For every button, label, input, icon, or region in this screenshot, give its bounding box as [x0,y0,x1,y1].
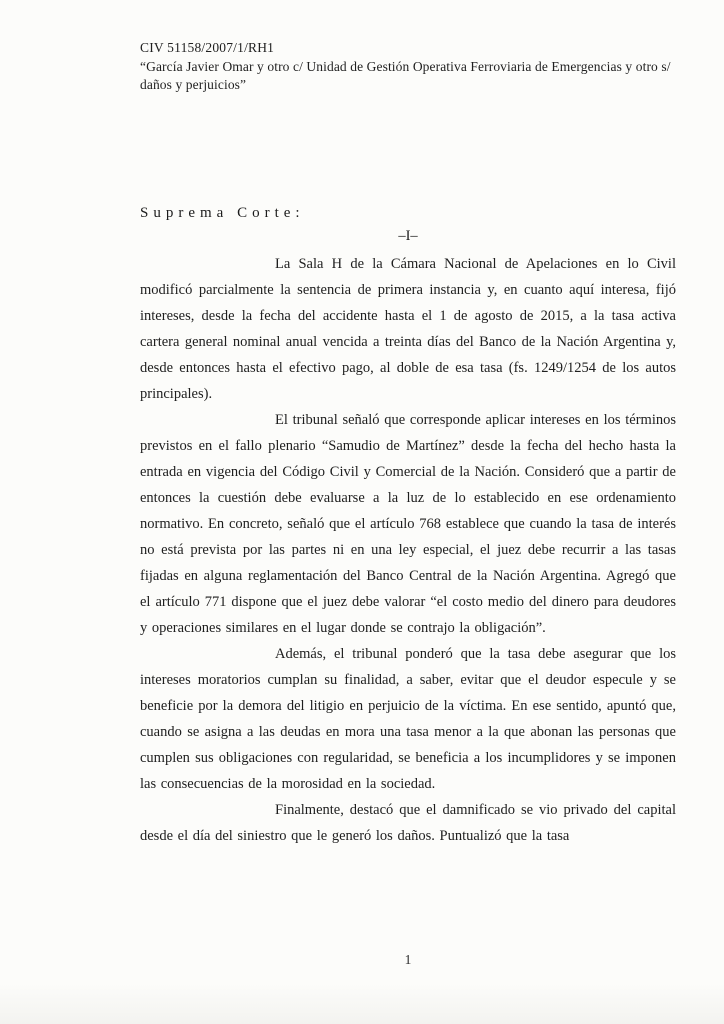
page-footer [140,952,676,968]
document-header [140,39,686,95]
page-number: 1 [404,952,412,967]
paragraph-3: Además, el tribunal ponderó que la tasa debe asegurar que los intereses moratorios cumplan su finalidad, a saber, evitar que el deudor especule y se beneficie por la demora del litigio en perjuicio de la víctima. En ese sentido, apuntó que, cuando se asigna a las deudas en mora una tasa menor a la que abonan las personas que cumplen sus obligaciones con regularidad, se beneficia a los incumplidores y se imponen las consecuencias de la morosidad en la sociedad. [140,646,676,792]
paragraph-2: El tribunal señaló que corresponde aplicar intereses en los términos previstos en el fallo plenario “Samudio de Martínez” desde la fecha del hecho hasta la entrada en vigencia del Código Civil y Comercial de la Nación. Consideró que a partir de entonces la cuestión debe evaluarse a la luz de lo establecido en ese ordenamiento normativo. En concreto, señaló que el artículo 768 establece que cuando la tasa de interés no está prevista por las partes ni en una ley especial, el juez debe recurrir a las tasas fijadas en alguna reglamentación del Banco Central de la Nación Argentina. Agregó que el artículo 771 dispone que el juez debe valorar “el costo medio del dinero para deudores y operaciones similares en el lugar donde se contrajo la obligación”. [140,412,676,636]
paragraph-1: La Sala H de la Cámara Nacional de Apelaciones en lo Civil modificó parcialmente la sentencia de primera instancia y, en cuanto aquí interesa, fijó intereses, desde la fecha del accidente hasta el 1 de agosto de 2015, a la tasa activa cartera general nominal anual vencida a treinta días del Banco de la Nación Argentina y, desde entonces hasta el efectivo pago, al doble de esa tasa (fs. 1249/1254 de los autos principales). [140,256,676,402]
document-body [140,251,676,849]
paragraph-4: Finalmente, destacó que el damnificado se vio privado del capital desde el día del siniestro que le generó los daños. Puntualizó que la tasa [140,802,676,844]
case-caption: “García Javier Omar y otro c/ Unidad de Gestión Operativa Ferroviaria de Emergencias y otro s/ daños y perjuicios” [140,58,671,92]
case-number: CIV 51158/2007/1/RH1 [140,40,275,55]
salutation: Suprema Corte: [140,205,305,221]
section-marker: –I– [398,228,418,244]
